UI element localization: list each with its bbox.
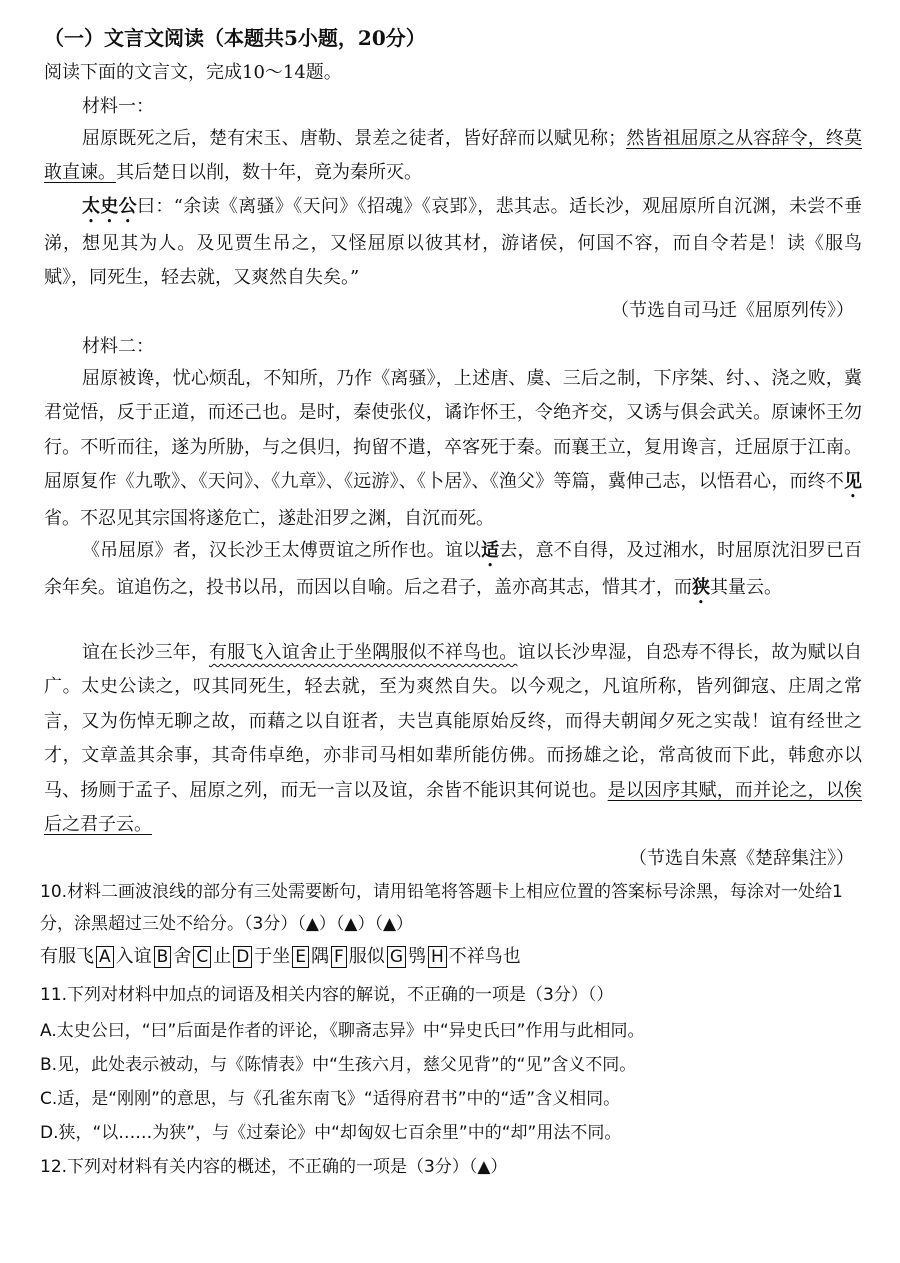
- dotted-word-xia: 狭: [692, 577, 710, 598]
- question-11-option-c[interactable]: C.适，是“刚刚”的意思，与《孔雀东南飞》“适得府君书”中的“适”含义相同。: [40, 1089, 621, 1109]
- instruction: 阅读下面的文言文，完成10～14题。: [44, 62, 342, 83]
- section-title: （一）文言文阅读（本题共5小题，20分）: [44, 26, 426, 50]
- material1-paragraph1: 屈原既死之后，楚有宋玉、唐勒、景差之徒者，皆好辞而以赋见称；然皆祖屈原之从容辞令，终莫敢直谏。其后楚日以削，数十年，竟为秦所灭。: [44, 128, 862, 184]
- material2-source: （节选自朱熹《楚辞集注》）: [629, 848, 854, 869]
- material1-paragraph2: 太史公曰：“余读《离骚》《天问》《招魂》《哀郢》，悲其志。适长沙，观屈原所自沉渊，未尝不垂涕，想见其为人。及见贾生吊之，又怪屈原以彼其材，游诸侯，何国不容，而自令若是！读《服鸟赋》，同死生，轻去就，又爽然自失矣。”: [44, 196, 863, 289]
- mark-c[interactable]: C: [193, 946, 211, 968]
- dotted-word-shi: 适: [481, 540, 500, 561]
- underlined-sentence-2: 是以因序其赋，而并论之，以俟后之君子云。: [44, 779, 863, 836]
- mark-g[interactable]: G: [387, 946, 406, 968]
- segmentation-options: 有服飞 A 入谊 B 舍 C 止 D 于坐 E 隅 F 服似 G 鸮 H 不祥鸟也: [40, 946, 521, 967]
- mark-f[interactable]: F: [331, 946, 347, 968]
- dotted-word-taishigong: 太史公: [82, 196, 138, 217]
- question-11-option-d[interactable]: D.狭，“以……为狭”，与《过秦论》中“却匈奴七百余里”中的“却”用法不同。: [40, 1123, 622, 1143]
- material2-label: 材料二：: [82, 336, 154, 357]
- material2-paragraph1: 屈原被谗，忧心烦乱，不知所，乃作《离骚》，上述唐、虞、三后之制，下序桀、纣、、浇之败，冀君觉悟，反于正道，而还己也。是时，秦使张仪，谲诈怀王，令绝齐交，又诱与俱会武关。原谏怀王勿行。不听而往，遂为所胁，与之俱归，拘留不遣，卒客死于秦。而襄王立，复用谗言，迁屈原于江南。屈原复作《九歌》、《天问》、《九章》、《远游》、《卜居》、《渔父》等篇，冀伸己志，以悟君心，而终不见省。不忍见其宗国将遂危亡，遂赴汨罗之渊，自沉而死。: [44, 368, 862, 530]
- mark-h[interactable]: H: [428, 946, 447, 968]
- underlined-sentence: 然皆祖屈原之从容辞令，终莫敢直谏。: [44, 128, 862, 184]
- mark-e[interactable]: E: [292, 946, 309, 968]
- question-11-option-b[interactable]: B.见，此处表示被动，与《陈情表》中“生孩六月，慈父见背”的“见”含义不同。: [40, 1055, 637, 1075]
- dotted-word-jian: 见: [844, 471, 862, 493]
- question-11-option-a[interactable]: A.太史公曰，“曰”后面是作者的评论，《聊斋志异》中“异史氏曰”作用与此相同。: [40, 1021, 645, 1041]
- material1-source: （节选自司马迁《屈原列传》）: [611, 300, 854, 321]
- mark-b[interactable]: B: [154, 946, 172, 968]
- material2-paragraph2: 《吊屈原》者，汉长沙王太傅贾谊之所作也。谊以适去，意不自得，及过湘水，时屈原沈汨罗已百余年矣。谊追伤之，投书以吊，而因以自喻。后之君子，盖亦高其志，惜其才，而狭其量云。: [44, 540, 863, 598]
- material1-label: 材料一：: [82, 96, 154, 117]
- question-11-stem: 11.下列对材料中加点的词语及相关内容的解说，不正确的一项是（3分）（）: [40, 985, 614, 1005]
- material2-paragraph3: 谊在长沙三年，有服飞入谊舍止于坐隅服似不祥鸟也。谊以长沙卑湿，自恐寿不得长，故为赋以自广。太史公读之，叹其同死生，轻去就，至为爽然自失。以今观之，凡谊所称，皆列御寇、庄周之常言，又为伤悼无聊之故，而藉之以自诳者，夫岂真能原始反终，而得夫朝闻夕死之实哉！谊有经世之才，文章盖其余事，其奇伟卓绝，亦非司马相如辈所能仿佛。而扬雄之论，常高彼而下此，韩愈亦以马、扬厕于孟子、屈原之列，而无一言以及谊，余皆不能识其何说也。是以因序其赋，而并论之，以俟后之君子云。: [44, 642, 863, 836]
- mark-d[interactable]: D: [233, 946, 252, 968]
- question-12-stem: 12.下列对材料有关内容的概述，不正确的一项是（3分）（▲）: [40, 1157, 508, 1177]
- wavy-underlined-sentence: 有服飞入谊舍止于坐隅服似不祥鸟也。: [209, 642, 518, 663]
- question-10: 10.材料二画波浪线的部分有三处需要断句，请用铅笔将答题卡上相应位置的答案标号涂黑，每涂对一处给1分，涂黑超过三处不给分。（3分）（▲）（▲）（▲）: [40, 882, 843, 934]
- mark-a[interactable]: A: [96, 946, 114, 968]
